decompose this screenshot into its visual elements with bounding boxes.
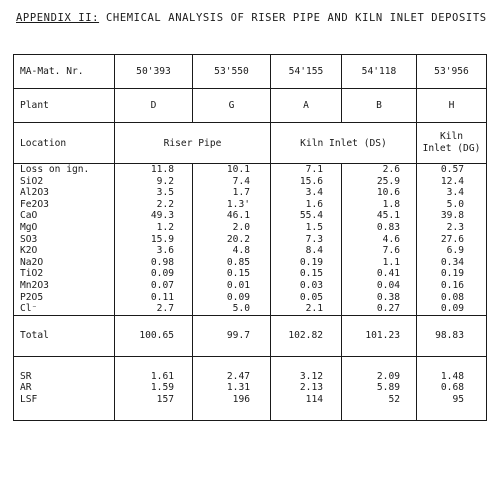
component-value: 0.85 — [226, 256, 250, 268]
ratio-value: 1.61 — [150, 370, 174, 382]
ratio-value: 1.59 — [150, 382, 174, 394]
ratio-value: 95 — [452, 394, 464, 406]
component-value: 0.09 — [150, 268, 174, 280]
component-value: 3.4 — [305, 187, 323, 199]
component-values-col — [115, 164, 193, 316]
ratio-value: 3.12 — [299, 370, 323, 382]
plant-row — [14, 89, 487, 123]
component-value: 8.4 — [305, 245, 323, 257]
component-value: 0.83 — [376, 221, 400, 233]
component-value: 0.16 — [440, 279, 464, 291]
appendix-number: APPENDIX II: — [16, 12, 100, 24]
plant-cell: G — [193, 89, 271, 123]
component-value: 0.09 — [440, 303, 464, 315]
total-cell: 100.65 — [115, 315, 193, 356]
component-value: 1.8 — [382, 198, 400, 210]
component-value: 45.1 — [376, 210, 400, 222]
component-label: TiO2 — [20, 268, 44, 280]
ratio-value: 5.89 — [376, 382, 400, 394]
component-value: 2.7 — [156, 303, 174, 315]
ratio-values-col — [417, 356, 487, 420]
appendix-title — [16, 12, 487, 24]
total-cell: 102.82 — [271, 315, 342, 356]
location-row — [14, 123, 487, 164]
mat-number-cell: 54'155 — [271, 55, 342, 89]
component-value: 10.1 — [226, 164, 250, 175]
ratio-label: SR — [20, 370, 32, 382]
ratio-value: 196 — [232, 394, 250, 406]
component-label: Cl⁻ — [20, 303, 38, 315]
components-row — [14, 164, 487, 316]
title-text: CHEMICAL ANALYSIS OF RISER PIPE AND KILN INLET DEPOSITS — [105, 12, 487, 24]
location-riser-pipe: Riser Pipe — [115, 123, 271, 164]
component-value: 11.8 — [150, 164, 174, 175]
ratio-value: 1.31 — [226, 382, 250, 394]
component-values-col — [342, 164, 417, 316]
component-value: 55.4 — [299, 210, 323, 222]
component-values-col — [417, 164, 487, 316]
ratio-labels — [14, 356, 115, 420]
component-value: 20.2 — [226, 233, 250, 245]
component-value: 4.6 — [382, 233, 400, 245]
total-cell: 99.7 — [193, 315, 271, 356]
component-value: 5.0 — [232, 303, 250, 315]
ratios-row — [14, 356, 487, 420]
component-value: 3.5 — [156, 187, 174, 199]
component-value: 7.4 — [232, 175, 250, 187]
location-line: Inlet (DG) — [422, 143, 481, 154]
ratio-values-col — [342, 356, 417, 420]
mat-number-cell: 54'118 — [342, 55, 417, 89]
component-value: 0.08 — [440, 291, 464, 303]
component-label: CaO — [20, 210, 38, 222]
component-value: 0.27 — [376, 303, 400, 315]
component-value: 0.38 — [376, 291, 400, 303]
ratio-values-col — [193, 356, 271, 420]
ratio-value: 0.68 — [440, 382, 464, 394]
component-value: 0.05 — [299, 291, 323, 303]
mat-number-cell: 53'550 — [193, 55, 271, 89]
component-value: 27.6 — [440, 233, 464, 245]
ratio-value: 1.48 — [440, 370, 464, 382]
component-value: 2.1 — [305, 303, 323, 315]
location-kiln-inlet-dg — [417, 123, 487, 164]
component-value: 15.9 — [150, 233, 174, 245]
mat-number-cell: 53'956 — [417, 55, 487, 89]
component-value: 15.6 — [299, 175, 323, 187]
component-value: 5.0 — [446, 198, 464, 210]
ratio-value: 157 — [156, 394, 174, 406]
component-value: 1.1 — [382, 256, 400, 268]
component-value: 0.09 — [226, 291, 250, 303]
component-value: 0.19 — [299, 256, 323, 268]
component-label: Mn2O3 — [20, 279, 49, 291]
component-label: SiO2 — [20, 175, 44, 187]
component-value: 49.3 — [150, 210, 174, 222]
component-value: 0.41 — [376, 268, 400, 280]
component-value: 39.8 — [440, 210, 464, 222]
component-value: 7.6 — [382, 245, 400, 257]
ratio-label: LSF — [20, 394, 38, 406]
mat-number-row — [14, 55, 487, 89]
component-value: 2.3 — [446, 221, 464, 233]
component-value: 0.07 — [150, 279, 174, 291]
component-label: SO3 — [20, 233, 38, 245]
total-label: Total — [14, 315, 115, 356]
component-value: 0.57 — [440, 164, 464, 175]
ratio-values-col — [271, 356, 342, 420]
component-label: Na2O — [20, 256, 44, 268]
ratio-value: 2.47 — [226, 370, 250, 382]
component-value: 10.6 — [376, 187, 400, 199]
ratio-value: 2.09 — [376, 370, 400, 382]
plant-cell: H — [417, 89, 487, 123]
component-value: 6.9 — [446, 245, 464, 257]
component-value: 2.2 — [156, 198, 174, 210]
component-value: 0.15 — [299, 268, 323, 280]
component-value: 3.4 — [446, 187, 464, 199]
component-value: 2.0 — [232, 221, 250, 233]
component-value: 25.9 — [376, 175, 400, 187]
component-value: 1.6 — [305, 198, 323, 210]
component-value: 0.98 — [150, 256, 174, 268]
location-label: Location — [14, 123, 115, 164]
ratio-value: 2.13 — [299, 382, 323, 394]
location-line: Kiln — [439, 131, 464, 142]
ratio-values-col — [115, 356, 193, 420]
component-value: 0.15 — [226, 268, 250, 280]
location-kiln-inlet-ds: Kiln Inlet (DS) — [271, 123, 417, 164]
component-value: 0.03 — [299, 279, 323, 291]
plant-cell: D — [115, 89, 193, 123]
component-value: 3.6 — [156, 245, 174, 257]
plant-cell: B — [342, 89, 417, 123]
component-value: 0.11 — [150, 291, 174, 303]
component-value: 0.04 — [376, 279, 400, 291]
ratio-value: 114 — [305, 394, 323, 406]
component-label: K2O — [20, 245, 38, 257]
total-cell: 101.23 — [342, 315, 417, 356]
component-label: P2O5 — [20, 291, 44, 303]
component-value: 0.34 — [440, 256, 464, 268]
component-value: 46.1 — [226, 210, 250, 222]
ratio-label: AR — [20, 382, 32, 394]
component-label: Loss on ign. — [20, 164, 90, 175]
plant-cell: A — [271, 89, 342, 123]
mat-number-cell: 50'393 — [115, 55, 193, 89]
component-value: 0.01 — [226, 279, 250, 291]
chemical-analysis-table — [13, 54, 487, 421]
component-value: 9.2 — [156, 175, 174, 187]
component-label: Fe2O3 — [20, 198, 49, 210]
component-value: 7.1 — [305, 164, 323, 175]
plant-label: Plant — [14, 89, 115, 123]
component-values-col — [193, 164, 271, 316]
component-label: MgO — [20, 221, 38, 233]
component-value: 2.6 — [382, 164, 400, 175]
component-value: 1.3' — [226, 198, 250, 210]
component-labels — [14, 164, 115, 316]
component-label: Al2O3 — [20, 187, 49, 199]
total-cell: 98.83 — [417, 315, 487, 356]
component-value: 4.8 — [232, 245, 250, 257]
component-values-col — [271, 164, 342, 316]
component-value: 7.3 — [305, 233, 323, 245]
component-value: 1.7 — [232, 187, 250, 199]
component-value: 0.19 — [440, 268, 464, 280]
component-value: 12.4 — [440, 175, 464, 187]
ratio-value: 52 — [388, 394, 400, 406]
total-row — [14, 315, 487, 356]
component-value: 1.2 — [156, 221, 174, 233]
mat-number-label: MA-Mat. Nr. — [14, 55, 115, 89]
component-value: 1.5 — [305, 221, 323, 233]
